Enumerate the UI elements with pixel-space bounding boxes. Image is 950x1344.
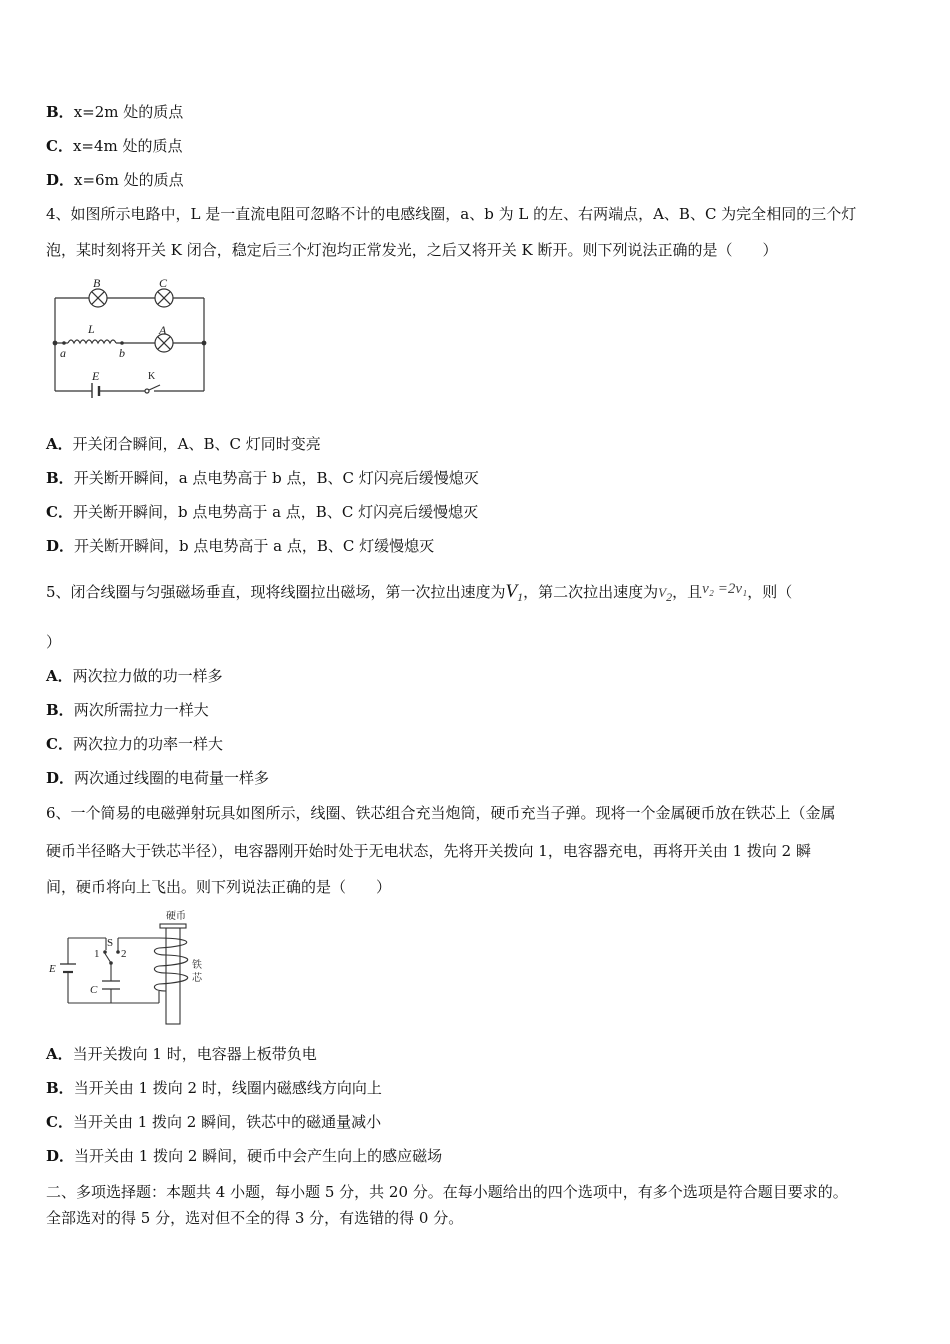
label-a-lamp: A [159, 323, 167, 337]
q5-option-b: B．两次所需拉力一样大 [46, 701, 209, 719]
label-a-point: a [60, 346, 66, 360]
label-k: K [148, 371, 156, 382]
q6-option-d: D．当开关由 1 拨向 2 瞬间，硬币中会产生向上的感应磁场 [46, 1147, 443, 1165]
q4-stem-line2: 泡，某时刻将开关 K 闭合，稳定后三个灯泡均正常发光，之后又将开关 K 断开。则下列说法正确的是（ ） [46, 241, 778, 259]
q6-option-a: A．当开关拨向 1 时，电容器上板带负电 [46, 1045, 317, 1063]
q6-option-c: C．当开关由 1 拨向 2 瞬间，铁芯中的磁通量减小 [46, 1113, 382, 1131]
label-e: E [49, 963, 56, 975]
q5-option-c: C．两次拉力的功率一样大 [46, 735, 223, 753]
lamp-c-icon [155, 289, 173, 307]
v2-symbol: V [658, 585, 667, 600]
label-b: B [93, 276, 101, 290]
battery-e-icon [60, 964, 76, 972]
lamp-b-icon [89, 289, 107, 307]
section2-heading-line1: 二、多项选择题：本题共 4 小题，每小题 5 分，共 20 分。在每小题给出的四个选项中，有多个选项是符合题目要求的。 [46, 1183, 848, 1201]
label-c: C [90, 984, 98, 996]
q4-stem-line1: 4、如图所示电路中，L 是一直流电阻可忽略不计的电感线圈，a、b 为 L 的左、右两端点，A、B、C 为完全相同的三个灯 [46, 205, 857, 223]
label-s: S [107, 937, 114, 949]
q6-stem-line2: 硬币半径略大于铁芯半径），电容器刚开始时处于无电状态，先将开关拨向 1，电容器充电，再将开关由 1 拨向 2 瞬 [46, 842, 811, 860]
switch-k-icon [145, 385, 160, 393]
q5-option-d: D．两次通过线圈的电荷量一样多 [46, 769, 270, 787]
label-c: C [159, 276, 168, 290]
q6-coil-gun-diagram [46, 906, 216, 1028]
q4-option-c: C．开关断开瞬间，b 点电势高于 a 点，B、C 灯闪亮后缓慢熄灭 [46, 503, 479, 521]
q5-option-a: A．两次拉力做的功一样多 [46, 667, 223, 685]
label-b-point: b [119, 346, 125, 360]
q6-stem-line3: 间，硬币将向上飞出。则下列说法正确的是（ ） [46, 878, 392, 896]
q5-stem-line1: 5、闭合线圈与匀强磁场垂直，现将线圈拉出磁场，第一次拉出速度为$V_1$，第二次拉出速度为$V_2$，且v₂ =2v₁，则（ [46, 581, 793, 604]
label-2: 2 [121, 948, 127, 960]
q3-option-b: B．x=2m 处的质点 [46, 103, 184, 121]
q3-option-c: C．x=4m 处的质点 [46, 137, 183, 155]
battery-icon [92, 383, 99, 398]
label-1: 1 [94, 948, 100, 960]
q4-option-b: B．开关断开瞬间，a 点电势高于 b 点，B、C 灯闪亮后缓慢熄灭 [46, 469, 479, 487]
label-core-1: 铁 [192, 960, 202, 971]
q4-option-d: D．开关断开瞬间，b 点电势高于 a 点，B、C 灯缓慢熄灭 [46, 537, 435, 555]
label-e: E [92, 369, 100, 383]
q3-option-d: D．x=6m 处的质点 [46, 171, 184, 189]
v1-symbol: V [505, 581, 518, 602]
q4-option-a: A．开关闭合瞬间，A、B、C 灯同时变亮 [46, 435, 321, 453]
velocity-equation: v₂ =2v₁ [702, 581, 748, 597]
label-core-2: 芯 [192, 973, 202, 984]
label-l: L [88, 322, 95, 336]
capacitor-icon [102, 981, 120, 989]
q5-stem-line2: ） [46, 633, 62, 651]
q6-stem-line1: 6、一个简易的电磁弹射玩具如图所示，线圈、铁芯组合充当炮筒，硬币充当子弹。现将一个金属硬币放在铁芯上（金属 [46, 804, 836, 822]
label-coin: 硬币 [166, 911, 186, 922]
q6-option-b: B．当开关由 1 拨向 2 时，线圈内磁感线方向向上 [46, 1079, 382, 1097]
section2-heading-line2: 全部选对的得 5 分，选对但不全的得 3 分，有选错的得 0 分。 [46, 1209, 464, 1227]
q4-circuit-diagram [46, 276, 216, 398]
